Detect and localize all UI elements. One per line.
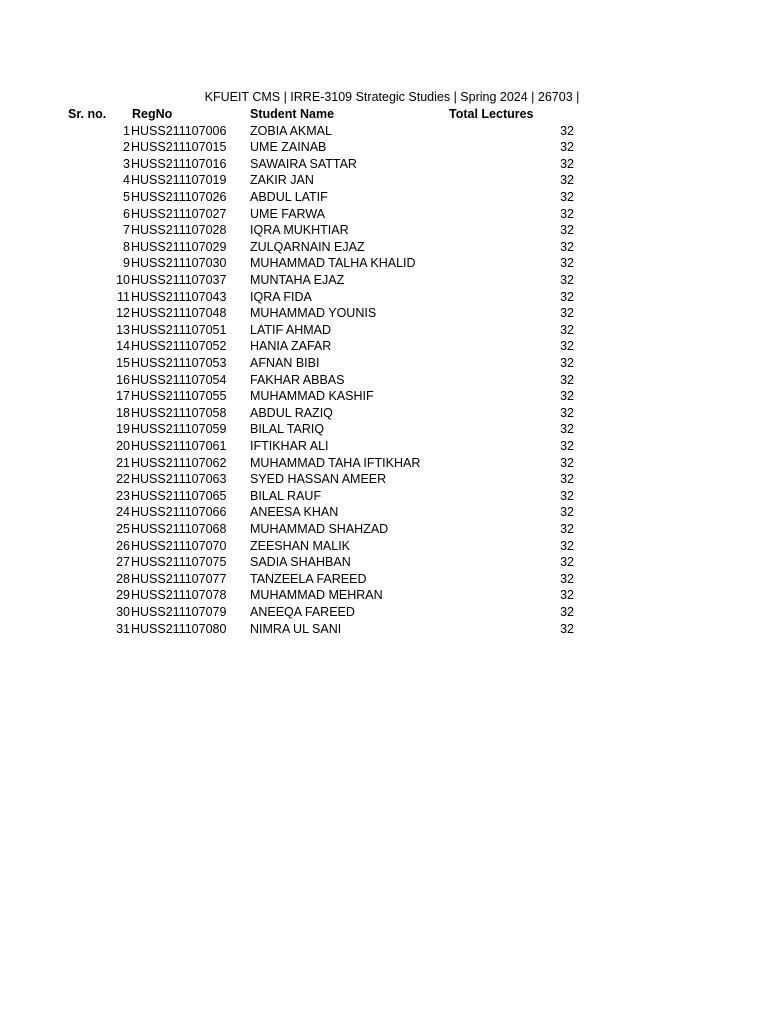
cell-reg-no: HUSS211107059 xyxy=(131,422,227,437)
cell-student-name: UME ZAINAB xyxy=(250,140,327,155)
table-row xyxy=(0,405,768,422)
table-row xyxy=(0,172,768,189)
cell-total-lectures: 32 xyxy=(560,356,574,370)
cell-student-name: HANIA ZAFAR xyxy=(250,339,332,354)
cell-sr-no: 22 xyxy=(116,472,130,487)
cell-sr-no: 9 xyxy=(123,256,130,271)
cell-sr-no: 8 xyxy=(123,239,130,254)
table-row xyxy=(0,421,768,438)
cell-total-lectures: 32 xyxy=(560,239,574,254)
table-row xyxy=(0,372,768,389)
table-row xyxy=(0,504,768,521)
cell-reg-no: HUSS211107051 xyxy=(131,322,227,337)
cell-total-lectures: 32 xyxy=(560,621,574,636)
cell-sr-no: 13 xyxy=(116,322,130,337)
cell-sr-no: 29 xyxy=(116,588,130,603)
cell-sr-no: 17 xyxy=(116,389,130,404)
cell-student-name: BILAL RAUF xyxy=(250,488,322,503)
table-row xyxy=(0,206,768,223)
cell-student-name: ZAKIR JAN xyxy=(250,173,314,188)
cell-total-lectures: 32 xyxy=(560,555,574,570)
table-row xyxy=(0,322,768,339)
cell-sr-no: 6 xyxy=(123,206,130,221)
cell-sr-no: 30 xyxy=(116,605,130,619)
cell-sr-no: 11 xyxy=(117,289,130,304)
cell-reg-no: HUSS211107068 xyxy=(131,522,227,536)
table-row xyxy=(0,471,768,488)
cell-reg-no: HUSS211107028 xyxy=(131,223,227,238)
cell-total-lectures: 32 xyxy=(560,289,574,304)
cell-sr-no: 7 xyxy=(123,223,130,238)
cell-total-lectures: 32 xyxy=(560,571,574,586)
table-row xyxy=(0,538,768,555)
cell-total-lectures: 32 xyxy=(560,605,574,619)
table-row xyxy=(0,272,768,289)
table-row xyxy=(0,587,768,604)
cell-reg-no: HUSS211107077 xyxy=(131,571,227,586)
cell-reg-no: HUSS211107054 xyxy=(131,372,227,387)
cell-student-name: ABDUL LATIF xyxy=(250,190,328,204)
cell-sr-no: 1 xyxy=(123,123,130,138)
cell-reg-no: HUSS211107030 xyxy=(131,256,227,271)
cell-student-name: ABDUL RAZIQ xyxy=(250,405,333,420)
header-total-lectures: Total Lectures xyxy=(449,107,534,121)
cell-reg-no: HUSS211107029 xyxy=(131,239,227,254)
cell-total-lectures: 32 xyxy=(560,173,574,188)
cell-reg-no: HUSS211107052 xyxy=(131,339,227,354)
cell-total-lectures: 32 xyxy=(560,372,574,387)
cell-reg-no: HUSS211107066 xyxy=(131,505,227,520)
cell-total-lectures: 32 xyxy=(560,522,574,536)
cell-sr-no: 14 xyxy=(116,339,130,354)
cell-reg-no: HUSS211107006 xyxy=(131,123,227,138)
cell-student-name: AFNAN BIBI xyxy=(250,356,320,370)
cell-total-lectures: 32 xyxy=(560,439,574,453)
cell-total-lectures: 32 xyxy=(560,306,574,321)
table-row xyxy=(0,521,768,538)
cell-reg-no: HUSS211107015 xyxy=(131,140,227,155)
cell-reg-no: HUSS211107079 xyxy=(131,605,227,619)
table-row xyxy=(0,355,768,372)
cell-total-lectures: 32 xyxy=(560,588,574,603)
cell-student-name: MUHAMMAD TAHA IFTIKHAR xyxy=(250,455,421,470)
cell-sr-no: 23 xyxy=(116,488,130,503)
cell-reg-no: HUSS211107058 xyxy=(131,405,227,420)
table-row xyxy=(0,189,768,206)
cell-reg-no: HUSS211107075 xyxy=(131,555,227,570)
cell-total-lectures: 32 xyxy=(560,273,574,287)
cell-reg-no: HUSS211107043 xyxy=(131,289,227,304)
cell-student-name: IQRA FIDA xyxy=(250,289,312,304)
cell-reg-no: HUSS211107019 xyxy=(131,173,227,188)
cell-sr-no: 31 xyxy=(116,621,130,636)
table-row xyxy=(0,455,768,472)
cell-student-name: ZEESHAN MALIK xyxy=(250,538,351,553)
cell-sr-no: 18 xyxy=(116,405,130,420)
cell-reg-no: HUSS211107055 xyxy=(131,389,227,404)
cell-sr-no: 3 xyxy=(123,156,130,171)
cell-student-name: ZOBIA AKMAL xyxy=(250,123,332,138)
table-row xyxy=(0,571,768,588)
cell-sr-no: 27 xyxy=(116,555,130,570)
cell-total-lectures: 32 xyxy=(560,505,574,520)
cell-total-lectures: 32 xyxy=(560,389,574,404)
cell-total-lectures: 32 xyxy=(560,156,574,171)
table-row xyxy=(0,554,768,571)
header-sr-no: Sr. no. xyxy=(68,107,107,121)
cell-sr-no: 26 xyxy=(116,538,130,553)
cell-total-lectures: 32 xyxy=(560,405,574,420)
cell-student-name: MUHAMMAD SHAHZAD xyxy=(250,522,389,536)
cell-sr-no: 20 xyxy=(116,439,130,453)
cell-student-name: ANEESA KHAN xyxy=(250,505,339,520)
cell-student-name: MUHAMMAD MEHRAN xyxy=(250,588,383,603)
cell-student-name: SYED HASSAN AMEER xyxy=(250,472,387,487)
header-student-name: Student Name xyxy=(250,107,335,121)
table-row xyxy=(0,239,768,256)
document-title: KFUEIT CMS | IRRE-3109 Strategic Studies | Spring 2024 | 26703 | xyxy=(204,90,580,104)
table-row xyxy=(0,438,768,455)
cell-student-name: MUNTAHA EJAZ xyxy=(250,273,345,287)
cell-student-name: ZULQARNAIN EJAZ xyxy=(250,239,365,254)
table-row xyxy=(0,604,768,621)
cell-reg-no: HUSS211107070 xyxy=(131,538,227,553)
cell-total-lectures: 32 xyxy=(560,322,574,337)
cell-reg-no: HUSS211107063 xyxy=(131,472,227,487)
cell-total-lectures: 32 xyxy=(560,223,574,238)
cell-reg-no: HUSS211107026 xyxy=(131,190,227,204)
cell-total-lectures: 32 xyxy=(560,488,574,503)
table-row xyxy=(0,338,768,355)
cell-student-name: SADIA SHAHBAN xyxy=(250,555,351,570)
cell-student-name: MUHAMMAD TALHA KHALID xyxy=(250,256,416,271)
cell-sr-no: 2 xyxy=(123,140,130,155)
table-row xyxy=(0,388,768,405)
cell-student-name: UME FARWA xyxy=(250,206,326,221)
cell-sr-no: 10 xyxy=(116,273,130,287)
cell-student-name: ANEEQA FAREED xyxy=(250,605,355,619)
table-row xyxy=(0,255,768,272)
cell-sr-no: 25 xyxy=(116,522,130,536)
table-header-row xyxy=(0,106,768,123)
cell-reg-no: HUSS211107080 xyxy=(131,621,227,636)
cell-reg-no: HUSS211107027 xyxy=(131,206,227,221)
cell-total-lectures: 32 xyxy=(560,455,574,470)
cell-student-name: IFTIKHAR ALI xyxy=(250,439,329,453)
table-row xyxy=(0,123,768,140)
cell-student-name: BILAL TARIQ xyxy=(250,422,325,437)
cell-sr-no: 16 xyxy=(116,372,130,387)
cell-reg-no: HUSS211107053 xyxy=(131,356,227,370)
table-row xyxy=(0,156,768,173)
cell-total-lectures: 32 xyxy=(560,256,574,271)
cell-student-name: IQRA MUKHTIAR xyxy=(250,223,349,238)
cell-reg-no: HUSS211107016 xyxy=(131,156,227,171)
cell-total-lectures: 32 xyxy=(560,538,574,553)
cell-sr-no: 28 xyxy=(116,571,130,586)
table-row xyxy=(0,139,768,156)
cell-total-lectures: 32 xyxy=(560,206,574,221)
cell-total-lectures: 32 xyxy=(560,123,574,138)
cell-sr-no: 21 xyxy=(116,455,130,470)
table-row xyxy=(0,289,768,306)
cell-student-name: MUHAMMAD KASHIF xyxy=(250,389,374,404)
cell-total-lectures: 32 xyxy=(560,140,574,155)
cell-student-name: TANZEELA FAREED xyxy=(250,571,367,586)
cell-reg-no: HUSS211107078 xyxy=(131,588,227,603)
cell-student-name: FAKHAR ABBAS xyxy=(250,372,345,387)
cell-reg-no: HUSS211107062 xyxy=(131,455,227,470)
header-reg-no: RegNo xyxy=(132,107,173,121)
cell-reg-no: HUSS211107065 xyxy=(131,488,227,503)
cell-total-lectures: 32 xyxy=(560,339,574,354)
table-row xyxy=(0,305,768,322)
cell-reg-no: HUSS211107061 xyxy=(131,439,227,453)
cell-sr-no: 5 xyxy=(123,190,130,204)
cell-reg-no: HUSS211107048 xyxy=(131,306,227,321)
cell-sr-no: 12 xyxy=(116,306,130,321)
cell-total-lectures: 32 xyxy=(560,422,574,437)
cell-reg-no: HUSS211107037 xyxy=(131,273,227,287)
cell-total-lectures: 32 xyxy=(560,472,574,487)
cell-student-name: NIMRA UL SANI xyxy=(250,621,342,636)
table-row xyxy=(0,222,768,239)
cell-student-name: MUHAMMAD YOUNIS xyxy=(250,306,377,321)
table-row xyxy=(0,488,768,505)
cell-student-name: SAWAIRA SATTAR xyxy=(250,156,357,171)
cell-sr-no: 19 xyxy=(116,422,130,437)
cell-sr-no: 15 xyxy=(116,356,130,370)
cell-sr-no: 4 xyxy=(123,173,130,188)
cell-student-name: LATIF AHMAD xyxy=(250,322,332,337)
table-row xyxy=(0,621,768,638)
cell-total-lectures: 32 xyxy=(560,190,574,204)
cell-sr-no: 24 xyxy=(116,505,130,520)
